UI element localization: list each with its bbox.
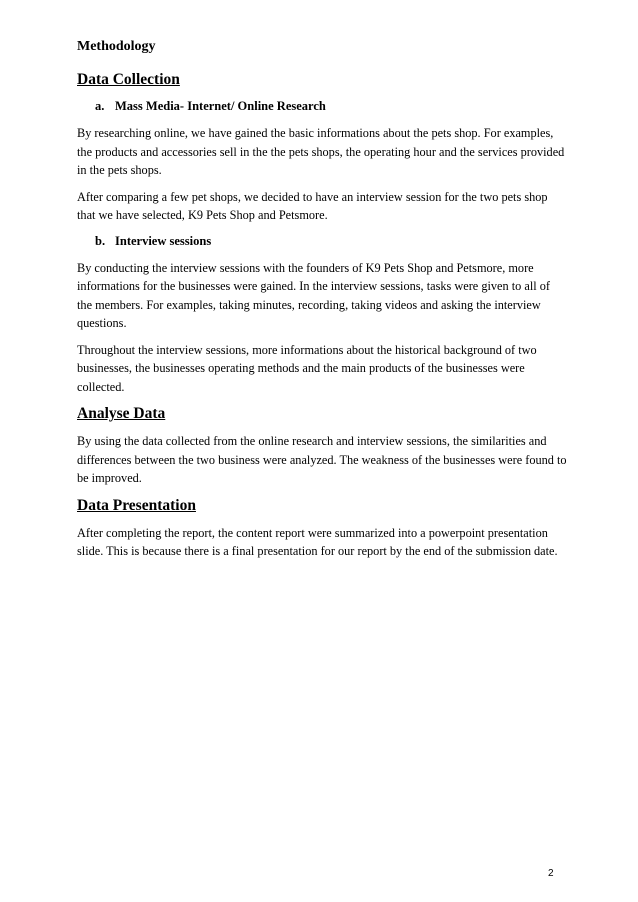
section-data-presentation (77, 496, 567, 561)
section-heading-analyse-data: Analyse Data (77, 405, 166, 422)
section-heading-data-collection: Data Collection (77, 71, 180, 88)
subsection-heading-interview-sessions (95, 233, 567, 249)
section-data-collection (77, 70, 567, 396)
paragraph: Throughout the interview sessions, more informations about the historical background of two businesses, the businesses operating methods and the main products of the businesses were collected. (77, 342, 537, 394)
paragraph: By researching online, we have gained the basic informations about the pets shop. For examples, the products and accessories sell in the the pets shops, the operating hour and the services provided in the pets shops. (77, 126, 565, 177)
subsection-title: Interview sessions (115, 233, 212, 248)
paragraph: After completing the report, the content report were summarized into a powerpoint presentation slide. This is because there is a final presentation for our report by the end of the submission date. (77, 525, 558, 558)
subsection-title: Mass Media- Internet/ Online Research (115, 99, 326, 113)
section-heading-data-presentation: Data Presentation (77, 496, 196, 514)
subsection-marker: b. (95, 233, 106, 248)
paragraph: By using the data collected from the online research and interview sessions, the similarities and differences between the two business were analyzed. The weakness of the businesses were found to be improved. (77, 434, 567, 485)
paragraph: By conducting the interview sessions with the founders of K9 Pets Shop and Petsmore, more informations for the businesses were gained. In the interview sessions, tasks were given to all of the members. For examples, taking minutes, recording, taking videos and asking the interview questions. (77, 260, 550, 330)
paragraph: After comparing a few pet shops, we decided to have an interview session for the two pets shop that we have selected, K9 Pets Shop and Petsmore. (77, 189, 548, 222)
section-analyse-data (77, 404, 567, 488)
page-content (77, 38, 567, 569)
subsection-heading-online-research (95, 98, 567, 114)
document-title: Methodology (77, 39, 156, 54)
subsection-marker: a. (95, 99, 105, 113)
page-number: 2 (548, 868, 554, 879)
